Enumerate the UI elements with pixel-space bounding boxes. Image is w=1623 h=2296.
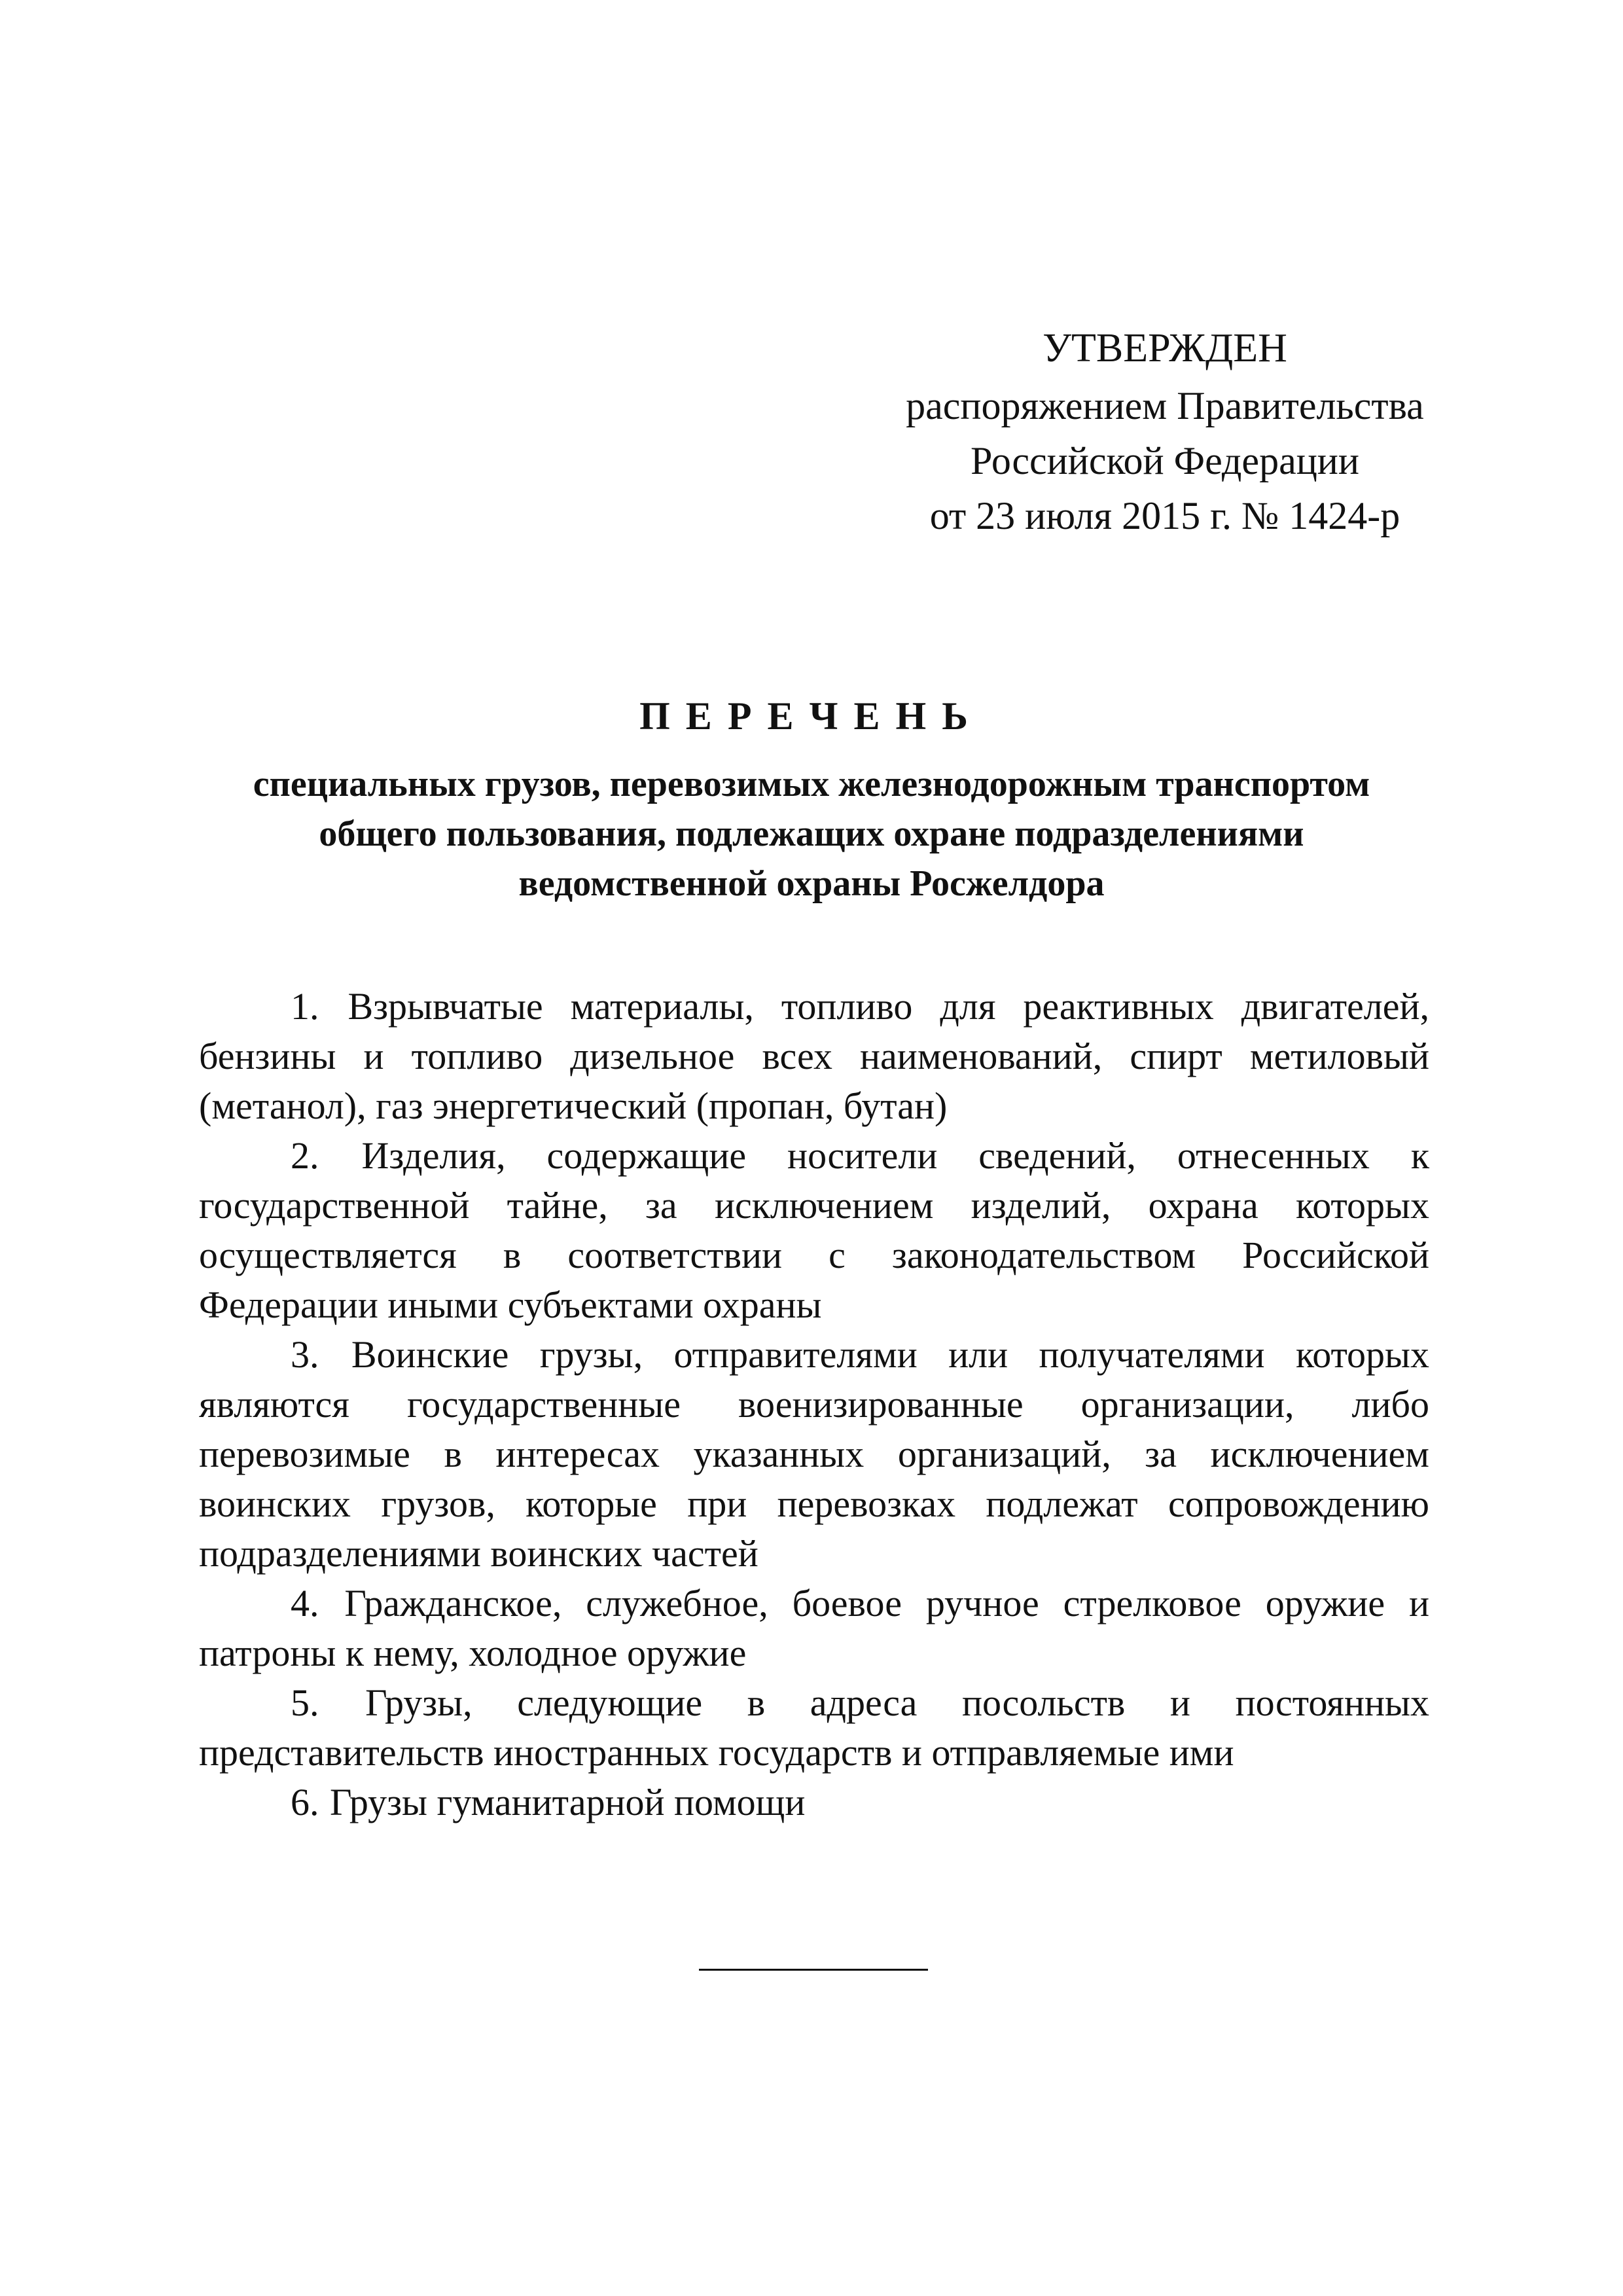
subtitle-line-3: ведомственной охраны Росжелдора [518,863,1105,904]
document-subtitle [170,759,1453,908]
list-item [199,1330,1429,1579]
item-text: Гражданское, служебное, боевое ручное стрелковое оружие и патроны к нему, холодное оружие [199,1582,1429,1674]
item-text: Взрывчатые материалы, топливо для реактивных двигателей, бензины и топливо дизельное всех наименований, спирт метиловый (метанол), газ энергетический (пропан, бутан) [199,985,1430,1127]
approval-stamp [877,321,1453,543]
approval-line-3: от 23 июля 2015 г. № 1424-р [929,494,1400,537]
list-item [199,1778,1429,1827]
item-number: 6. [291,1781,319,1823]
list-item [199,1131,1429,1330]
document-title: ПЕРЕЧЕНЬ [639,694,984,738]
item-number: 1. [291,985,319,1028]
item-number: 3. [291,1333,319,1376]
approval-line-2: Российской Федерации [970,439,1360,482]
list-item [199,1579,1429,1678]
item-text: Воинские грузы, отправителями или получателями которых являются государственные военизированные организации, либо перевозимые в интересах указанных организаций, за исключением воинских грузов, которые при перевозках подлежат сопровождению подразделениями воинских частей [199,1333,1429,1575]
subtitle-line-1: специальных грузов, перевозимых железнодорожным транспортом [253,764,1370,804]
item-number: 4. [291,1582,319,1624]
subtitle-line-2: общего пользования, подлежащих охране подразделениями [319,814,1304,854]
list-item [199,982,1429,1131]
approval-line-1: распоряжением Правительства [906,384,1424,427]
closing-rule [699,1969,928,1971]
cargo-list [199,982,1429,1827]
item-text: Изделия, содержащие носители сведений, отнесенных к государственной тайне, за исключением изделий, охрана которых осуществляется в соответствии с законодательством Российской Федерации иными субъектами охраны [199,1134,1430,1326]
item-text: Грузы гуманитарной помощи [330,1781,806,1823]
item-number: 5. [291,1681,319,1724]
list-item [199,1678,1429,1778]
item-number: 2. [291,1134,319,1177]
item-text: Грузы, следующие в адреса посольств и постоянных представительств иностранных государств и отправляемые ими [199,1681,1430,1774]
approval-heading: УТВЕРЖДЕН [1043,326,1287,370]
